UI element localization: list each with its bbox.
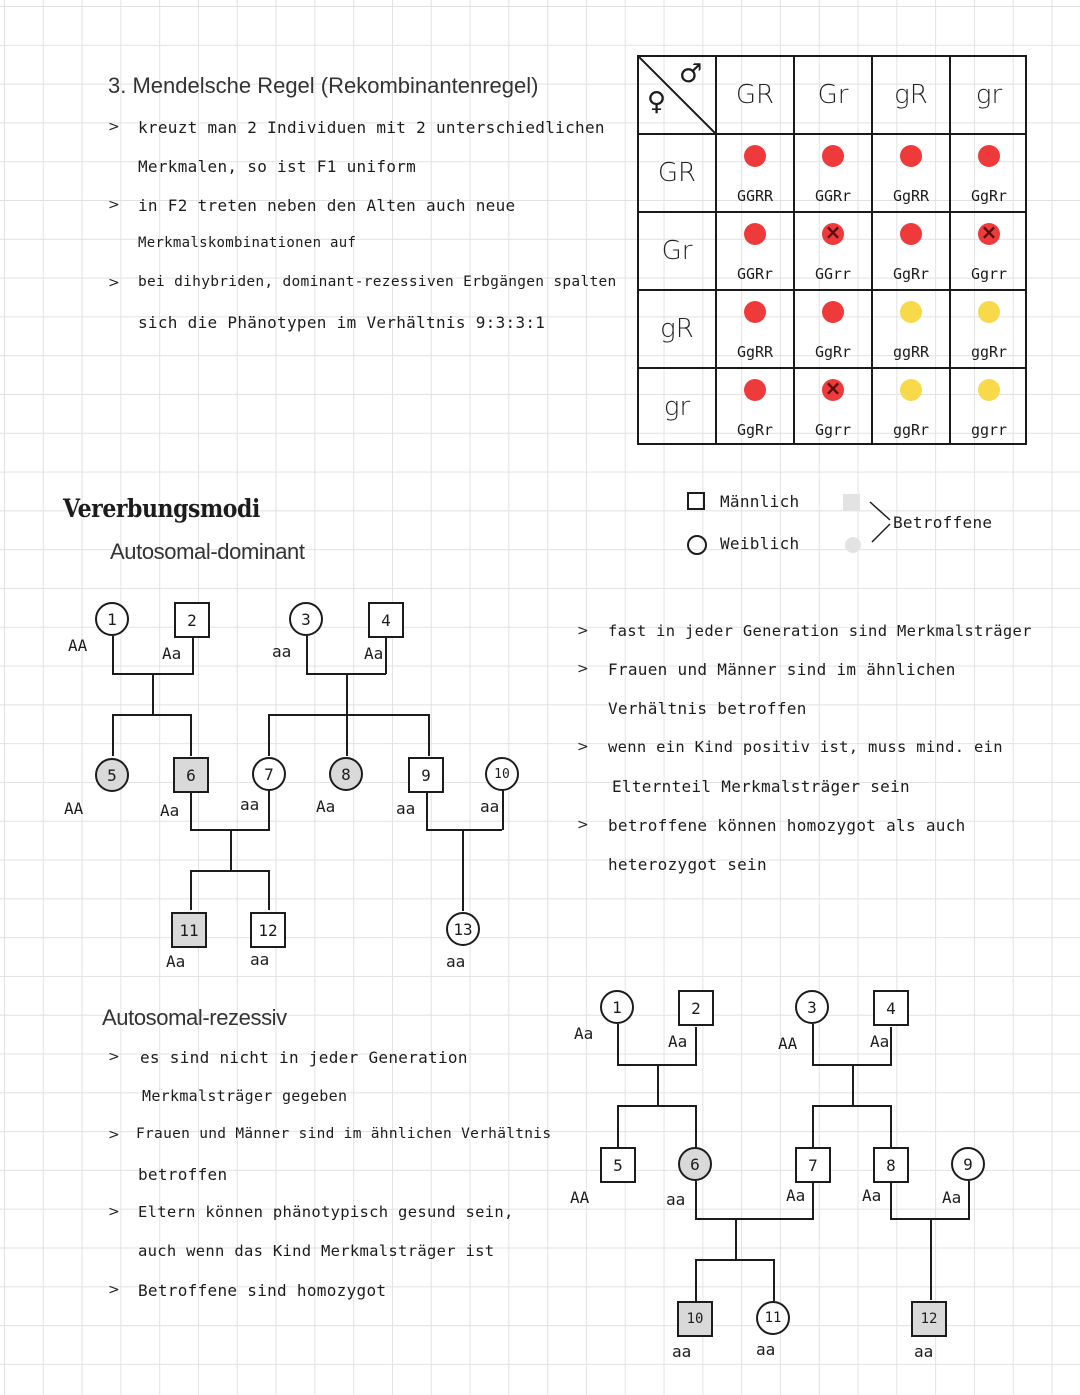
pedigree-line (812, 1105, 814, 1147)
bullet-arrow: > (577, 623, 589, 639)
pedigree-female: 3 (289, 602, 323, 636)
pedigree-female: 11 (756, 1301, 790, 1335)
phenotype-dot-icon (978, 301, 1000, 323)
punnett-corner (639, 57, 717, 135)
pedigree-line (890, 1183, 892, 1219)
pedigree-line (268, 790, 270, 830)
pedigree-line (192, 638, 194, 674)
recessive-note: es sind nicht in jeder Generation (140, 1048, 468, 1067)
genotype-label: aa (396, 799, 416, 818)
pedigree-female: 13 (446, 912, 480, 946)
pedigree-male: 2 (174, 602, 210, 638)
rule-line: sich die Phänotypen im Verhältnis 9:3:3:1 (138, 313, 546, 332)
genotype-label: aa (666, 1190, 686, 1209)
sibship-line (112, 714, 192, 716)
phenotype-dot-icon (744, 301, 766, 323)
phenotype-dot-icon (978, 145, 1000, 167)
genotype-label: Aa (162, 644, 182, 663)
phenotype-dot-icon (900, 301, 922, 323)
punnett-row-header: GR (639, 135, 717, 213)
genotype-text: GGRR (736, 187, 774, 205)
pedigree-male-affected: 11 (171, 912, 207, 948)
descent-line (230, 829, 232, 871)
punnett-col-header: gr (951, 57, 1027, 135)
pedigree-line (890, 1105, 892, 1147)
pedigree-line (617, 1024, 619, 1065)
genotype-label: AA (778, 1034, 798, 1053)
sibship-line (268, 714, 430, 716)
genotype-label: aa (756, 1340, 776, 1359)
rule-line: bei dihybriden, dominant-rezessiven Erbgängen spalten (138, 274, 617, 290)
pedigree-male: 9 (408, 757, 444, 793)
genotype-text: GgRr (814, 343, 852, 361)
phenotype-dot-icon (744, 379, 766, 401)
punnett-cell (717, 213, 795, 291)
descent-line (852, 1064, 854, 1106)
phenotype-dot-crossed-icon (822, 379, 844, 401)
pedigree-line (812, 1183, 814, 1219)
bullet-arrow: > (108, 119, 120, 135)
pedigree-line (890, 1027, 892, 1065)
pedigree-line (112, 636, 114, 674)
descent-line (657, 1064, 659, 1106)
bullet-arrow: > (108, 1127, 120, 1143)
dominant-note: Elternteil Merkmalsträger sein (612, 777, 910, 796)
pedigree-line (428, 714, 430, 756)
pedigree-male-affected: 6 (173, 757, 209, 793)
phenotype-dot-icon (900, 379, 922, 401)
recessive-note: Eltern können phänotypisch gesund sein, (138, 1203, 514, 1221)
genotype-label: aa (480, 797, 500, 816)
pedigree-line (502, 790, 504, 830)
genotype-label: aa (914, 1342, 934, 1361)
punnett-row-header: gr (639, 369, 717, 445)
genotype-text: GgRr (736, 421, 774, 439)
genotype-text: ggRR (892, 343, 930, 361)
pedigree-line (695, 1259, 697, 1301)
punnett-cell (951, 213, 1027, 291)
recessive-note: auch wenn das Kind Merkmalsträger ist (138, 1242, 495, 1260)
genotype-label: Aa (166, 952, 186, 971)
female-symbol-icon: ♀ (647, 87, 667, 117)
pedigree-line (190, 870, 192, 910)
bullet-arrow: > (108, 275, 120, 291)
pedigree-female-affected: 5 (95, 758, 129, 792)
punnett-cell (717, 291, 795, 369)
pedigree-line (968, 1181, 970, 1219)
dominant-note: heterozygot sein (608, 855, 767, 874)
recessive-note: Betroffene sind homozygot (138, 1281, 387, 1300)
legend-female: Weiblich (720, 534, 800, 553)
marriage-line (426, 829, 502, 831)
bullet-arrow: > (108, 197, 120, 213)
pedigree-female: 1 (600, 990, 634, 1024)
descent-line (930, 1218, 932, 1300)
punnett-cell (951, 369, 1027, 445)
pedigree-female: 3 (795, 990, 829, 1024)
pedigree-line (190, 714, 192, 756)
pedigree-female-affected: 8 (329, 757, 363, 791)
pedigree-male: 5 (600, 1147, 636, 1183)
pedigree-male: 8 (873, 1147, 909, 1183)
dominant-note: wenn ein Kind positiv ist, muss mind. ein (608, 738, 1003, 756)
genotype-label: AA (64, 799, 84, 818)
rule-line: kreuzt man 2 Individuen mit 2 unterschiedlichen (138, 118, 605, 137)
descent-line (152, 673, 154, 715)
punnett-cell (795, 291, 873, 369)
phenotype-dot-icon (744, 145, 766, 167)
punnett-cell (717, 369, 795, 445)
marriage-line (695, 1218, 814, 1220)
dominant-note: fast in jeder Generation sind Merkmalsträger (608, 622, 1032, 640)
pedigree-male-affected: 10 (677, 1301, 713, 1337)
affected-circle-icon (845, 537, 861, 553)
genotype-text: GGrr (814, 265, 852, 283)
rule-line: Merkmalen, so ist F1 uniform (138, 157, 417, 176)
genotype-label: AA (570, 1188, 590, 1207)
descent-line (346, 673, 348, 715)
descent-line (735, 1218, 737, 1260)
male-square-icon (687, 492, 705, 510)
genotype-label: aa (240, 795, 260, 814)
pedigree-line (385, 638, 387, 674)
recessive-title: Autosomal-rezessiv (102, 1005, 287, 1030)
pedigree-line (773, 1259, 775, 1301)
phenotype-dot-crossed-icon (822, 223, 844, 245)
genotype-label: Aa (316, 797, 336, 816)
pedigree-line (695, 1027, 697, 1065)
genotype-text: GgRR (892, 187, 930, 205)
bracket-icon (868, 498, 894, 546)
genotype-label: aa (446, 952, 466, 971)
pedigree-line (426, 792, 428, 830)
genotype-text: GgRr (892, 265, 930, 283)
section-title: Vererbungsmodi (63, 494, 260, 523)
female-circle-icon (687, 535, 707, 555)
pedigree-line (112, 714, 114, 756)
pedigree-male-affected: 12 (911, 1301, 947, 1337)
genotype-label: Aa (668, 1032, 688, 1051)
genotype-label: AA (68, 636, 88, 655)
punnett-cell (717, 135, 795, 213)
affected-square-icon (843, 494, 860, 511)
recessive-note: Merkmalsträger gegeben (142, 1087, 348, 1105)
punnett-cell (873, 135, 951, 213)
phenotype-dot-icon (822, 145, 844, 167)
bullet-arrow: > (108, 1282, 120, 1298)
bullet-arrow: > (108, 1049, 120, 1065)
legend-male: Männlich (720, 492, 800, 511)
pedigree-female-affected: 6 (678, 1147, 712, 1181)
phenotype-dot-icon (900, 145, 922, 167)
phenotype-dot-icon (822, 301, 844, 323)
pedigree-male: 4 (873, 990, 909, 1026)
genotype-label: Aa (160, 801, 180, 820)
rule-line: in F2 treten neben den Alten auch neue (138, 196, 516, 215)
dominant-note: Verhältnis betroffen (608, 699, 807, 718)
descent-line (462, 829, 464, 911)
rule-line: Merkmalskombinationen auf (138, 235, 357, 251)
genotype-label: aa (672, 1342, 692, 1361)
punnett-square (637, 55, 1027, 445)
punnett-col-header: gR (873, 57, 951, 135)
genotype-label: Aa (364, 644, 384, 663)
genotype-label: Aa (786, 1186, 806, 1205)
phenotype-dot-crossed-icon (978, 223, 1000, 245)
genotype-text: Ggrr (970, 265, 1008, 283)
punnett-col-header: Gr (795, 57, 873, 135)
genotype-text: ggRr (970, 343, 1008, 361)
genotype-text: GgRR (736, 343, 774, 361)
punnett-cell (873, 213, 951, 291)
genotype-label: aa (250, 950, 270, 969)
genotype-text: GGRr (736, 265, 774, 283)
bullet-arrow: > (577, 817, 589, 833)
punnett-cell (951, 291, 1027, 369)
pedigree-line (812, 1024, 814, 1065)
genotype-label: Aa (942, 1188, 962, 1207)
pedigree-line (268, 714, 270, 756)
pedigree-line (617, 1105, 619, 1147)
legend-affected: Betroffene (893, 513, 993, 532)
sibship-line (190, 870, 270, 872)
phenotype-dot-icon (744, 223, 766, 245)
punnett-row-header: Gr (639, 213, 717, 291)
punnett-row-header: gR (639, 291, 717, 369)
pedigree-line (190, 792, 192, 830)
punnett-col-header: GR (717, 57, 795, 135)
pedigree-line (346, 714, 348, 756)
bullet-arrow: > (108, 1204, 120, 1220)
recessive-note: Frauen und Männer sind im ähnlichen Verhältnis (136, 1126, 552, 1142)
genotype-label: Aa (870, 1032, 890, 1051)
genotype-text: GGRr (814, 187, 852, 205)
punnett-cell (951, 135, 1027, 213)
genotype-label: Aa (574, 1024, 594, 1043)
bullet-arrow: > (577, 661, 589, 677)
rule-title: 3. Mendelsche Regel (Rekombinantenregel) (108, 73, 539, 98)
pedigree-female: 9 (951, 1147, 985, 1181)
pedigree-female: 7 (252, 757, 286, 791)
dominant-note: betroffene können homozygot als auch (608, 816, 966, 835)
punnett-cell (873, 291, 951, 369)
pedigree-male: 2 (678, 990, 714, 1026)
phenotype-dot-icon (978, 379, 1000, 401)
pedigree-male: 12 (250, 912, 286, 948)
recessive-note: betroffen (138, 1165, 228, 1184)
sibship-line (812, 1105, 892, 1107)
sibship-line (695, 1259, 775, 1261)
punnett-cell (795, 369, 873, 445)
punnett-cell (795, 213, 873, 291)
pedigree-male: 4 (368, 602, 404, 638)
dominant-note: Frauen und Männer sind im ähnlichen (608, 660, 956, 679)
genotype-text: Ggrr (814, 421, 852, 439)
pedigree-line (268, 870, 270, 910)
punnett-cell (873, 369, 951, 445)
pedigree-female: 1 (95, 602, 129, 636)
genotype-text: ggrr (970, 421, 1008, 439)
sibship-line (617, 1105, 697, 1107)
phenotype-dot-icon (900, 223, 922, 245)
pedigree-male: 7 (795, 1147, 831, 1183)
male-symbol-icon: ♂ (679, 59, 703, 89)
pedigree-line (306, 636, 308, 674)
genotype-label: aa (272, 642, 292, 661)
dominant-title: Autosomal-dominant (110, 539, 305, 564)
pedigree-female: 10 (485, 757, 519, 791)
genotype-text: ggRr (892, 421, 930, 439)
pedigree-line (695, 1105, 697, 1147)
genotype-label: Aa (862, 1186, 882, 1205)
bullet-arrow: > (577, 739, 589, 755)
genotype-text: GgRr (970, 187, 1008, 205)
pedigree-line (695, 1181, 697, 1219)
punnett-cell (795, 135, 873, 213)
